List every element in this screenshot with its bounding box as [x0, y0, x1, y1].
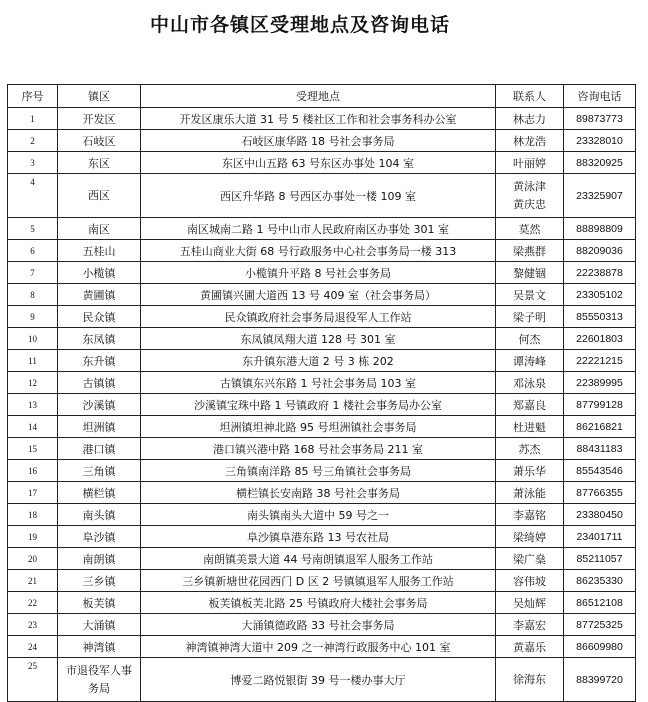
- cell-contact: 萧泳能: [496, 482, 564, 504]
- cell-no: 11: [8, 350, 58, 372]
- cell-phone: 88399720: [564, 658, 636, 702]
- table-row: [8, 218, 636, 240]
- cell-address: 石岐区康华路 18 号社会事务局: [141, 130, 496, 152]
- cell-address: 港口镇兴港中路 168 号社会事务局 211 室: [141, 438, 496, 460]
- cell-contact: 郑嘉良: [496, 394, 564, 416]
- cell-contact: 苏杰: [496, 438, 564, 460]
- cell-district: 阜沙镇: [58, 526, 141, 548]
- cell-phone: 85211057: [564, 548, 636, 570]
- cell-no: 20: [8, 548, 58, 570]
- table-row: [8, 350, 636, 372]
- cell-district: 坦洲镇: [58, 416, 141, 438]
- cell-address: 横栏镇长安南路 38 号社会事务局: [141, 482, 496, 504]
- table-header-row: [8, 85, 636, 108]
- table-row: [8, 130, 636, 152]
- table-row: [8, 328, 636, 350]
- cell-district: 民众镇: [58, 306, 141, 328]
- cell-address: 南朗镇美景大道 44 号南朗镇退军人服务工作站: [141, 548, 496, 570]
- cell-contact: 林志力: [496, 108, 564, 130]
- cell-phone: 22238878: [564, 262, 636, 284]
- cell-address: 民众镇政府社会事务局退役军人工作站: [141, 306, 496, 328]
- cell-phone: 86512108: [564, 592, 636, 614]
- contact-table: [7, 84, 636, 702]
- cell-district: 古镇镇: [58, 372, 141, 394]
- cell-address: 沙溪镇宝珠中路 1 号镇政府 1 楼社会事务局办公室: [141, 394, 496, 416]
- cell-no: 16: [8, 460, 58, 482]
- cell-no: 2: [8, 130, 58, 152]
- cell-address: 神湾镇神湾大道中 209 之一神湾行政服务中心 101 室: [141, 636, 496, 658]
- cell-district: 三乡镇: [58, 570, 141, 592]
- cell-contact: 黎健锢: [496, 262, 564, 284]
- cell-no: 17: [8, 482, 58, 504]
- table-row: [8, 306, 636, 328]
- cell-contact: 吴景文: [496, 284, 564, 306]
- cell-phone: 22221215: [564, 350, 636, 372]
- cell-district: 南朗镇: [58, 548, 141, 570]
- cell-district: 板芙镇: [58, 592, 141, 614]
- cell-contact: 李嘉铭: [496, 504, 564, 526]
- table-row: [8, 262, 636, 284]
- cell-no: 10: [8, 328, 58, 350]
- cell-district: 大涌镇: [58, 614, 141, 636]
- cell-no: 22: [8, 592, 58, 614]
- cell-phone: 23401711: [564, 526, 636, 548]
- cell-district: 西区: [58, 174, 141, 218]
- cell-contact: 叶丽婷: [496, 152, 564, 174]
- cell-no: 24: [8, 636, 58, 658]
- cell-district: 开发区: [58, 108, 141, 130]
- cell-no: 25: [8, 658, 58, 702]
- cell-contact: 谭涛峰: [496, 350, 564, 372]
- cell-phone: 88898809: [564, 218, 636, 240]
- cell-phone: 22389995: [564, 372, 636, 394]
- cell-phone: 23325907: [564, 174, 636, 218]
- cell-contact: 林龙浩: [496, 130, 564, 152]
- cell-no: 3: [8, 152, 58, 174]
- cell-no: 14: [8, 416, 58, 438]
- cell-address: 阜沙镇阜港东路 13 号农社局: [141, 526, 496, 548]
- cell-phone: 88209036: [564, 240, 636, 262]
- header-contact: 联系人: [496, 85, 564, 108]
- cell-district: 沙溪镇: [58, 394, 141, 416]
- cell-no: 8: [8, 284, 58, 306]
- table-row: [8, 174, 636, 218]
- table-row: [8, 438, 636, 460]
- cell-contact: 黄嘉乐: [496, 636, 564, 658]
- cell-district: 市退役军人事 务局: [58, 658, 141, 702]
- cell-no: 12: [8, 372, 58, 394]
- table-row: [8, 416, 636, 438]
- header-address: 受理地点: [141, 85, 496, 108]
- cell-no: 13: [8, 394, 58, 416]
- cell-contact: 梁子明: [496, 306, 564, 328]
- cell-address: 东升镇东港大道 2 号 3 栋 202: [141, 350, 496, 372]
- cell-no: 21: [8, 570, 58, 592]
- table-row: [8, 548, 636, 570]
- cell-address: 东凤镇凤翔大道 128 号 301 室: [141, 328, 496, 350]
- cell-phone: 86216821: [564, 416, 636, 438]
- cell-phone: 87725325: [564, 614, 636, 636]
- cell-district: 石岐区: [58, 130, 141, 152]
- table-row: [8, 284, 636, 306]
- cell-district: 黄圃镇: [58, 284, 141, 306]
- cell-no: 18: [8, 504, 58, 526]
- cell-address: 三乡镇新塘世花园西门 D 区 2 号镇镇退军人服务工作站: [141, 570, 496, 592]
- cell-district: 东区: [58, 152, 141, 174]
- cell-no: 7: [8, 262, 58, 284]
- cell-district: 五桂山: [58, 240, 141, 262]
- cell-phone: 86235330: [564, 570, 636, 592]
- cell-contact: 莫然: [496, 218, 564, 240]
- cell-district: 港口镇: [58, 438, 141, 460]
- cell-phone: 23328010: [564, 130, 636, 152]
- cell-district: 小榄镇: [58, 262, 141, 284]
- cell-no: 9: [8, 306, 58, 328]
- cell-address: 博爱二路悦银街 39 号一楼办事大厅: [141, 658, 496, 702]
- table-row: [8, 482, 636, 504]
- cell-district: 神湾镇: [58, 636, 141, 658]
- table-row: [8, 636, 636, 658]
- cell-contact: 萧乐华: [496, 460, 564, 482]
- table-row: [8, 152, 636, 174]
- table-row: [8, 504, 636, 526]
- cell-no: 6: [8, 240, 58, 262]
- cell-no: 19: [8, 526, 58, 548]
- cell-district: 横栏镇: [58, 482, 141, 504]
- cell-phone: 23305102: [564, 284, 636, 306]
- cell-address: 板芙镇板芙北路 25 号镇政府大楼社会事务局: [141, 592, 496, 614]
- table-row: [8, 526, 636, 548]
- cell-address: 古镇镇东兴东路 1 号社会事务局 103 室: [141, 372, 496, 394]
- cell-contact: 梁绮婷: [496, 526, 564, 548]
- cell-phone: 23380450: [564, 504, 636, 526]
- cell-district: 东凤镇: [58, 328, 141, 350]
- cell-district: 南区: [58, 218, 141, 240]
- cell-contact: 李嘉宏: [496, 614, 564, 636]
- cell-address: 东区中山五路 63 号东区办事处 104 室: [141, 152, 496, 174]
- cell-address: 开发区康乐大道 31 号 5 楼社区工作和社会事务科办公室: [141, 108, 496, 130]
- cell-phone: 88431183: [564, 438, 636, 460]
- cell-district: 南头镇: [58, 504, 141, 526]
- cell-no: 1: [8, 108, 58, 130]
- cell-address: 大涌镇德政路 33 号社会事务局: [141, 614, 496, 636]
- cell-contact: 黄泳津 黄庆忠: [496, 174, 564, 218]
- cell-no: 4: [8, 174, 58, 218]
- table-row: [8, 614, 636, 636]
- cell-address: 黄圃镇兴圃大道西 13 号 409 室（社会事务局）: [141, 284, 496, 306]
- cell-phone: 85543546: [564, 460, 636, 482]
- cell-contact: 容伟坡: [496, 570, 564, 592]
- table-row: [8, 460, 636, 482]
- cell-address: 南头镇南头大道中 59 号之一: [141, 504, 496, 526]
- table-body: [8, 108, 636, 702]
- cell-no: 15: [8, 438, 58, 460]
- table-row: [8, 240, 636, 262]
- table-row: [8, 372, 636, 394]
- table-row: [8, 108, 636, 130]
- cell-address: 南区城南二路 1 号中山市人民政府南区办事处 301 室: [141, 218, 496, 240]
- cell-phone: 87799128: [564, 394, 636, 416]
- cell-no: 23: [8, 614, 58, 636]
- cell-address: 三角镇南洋路 85 号三角镇社会事务局: [141, 460, 496, 482]
- cell-no: 5: [8, 218, 58, 240]
- cell-phone: 86609980: [564, 636, 636, 658]
- table-row: [8, 658, 636, 702]
- header-no: 序号: [8, 85, 58, 108]
- cell-address: 五桂山商业大街 68 号行政服务中心社会事务局一楼 313: [141, 240, 496, 262]
- cell-contact: 徐海东: [496, 658, 564, 702]
- table-row: [8, 592, 636, 614]
- cell-contact: 邓泳泉: [496, 372, 564, 394]
- cell-address: 小榄镇升平路 8 号社会事务局: [141, 262, 496, 284]
- cell-address: 坦洲镇坦神北路 95 号坦洲镇社会事务局: [141, 416, 496, 438]
- cell-district: 三角镇: [58, 460, 141, 482]
- cell-contact: 梁燕群: [496, 240, 564, 262]
- cell-phone: 85550313: [564, 306, 636, 328]
- header-district: 镇区: [58, 85, 141, 108]
- table-row: [8, 570, 636, 592]
- cell-phone: 89873773: [564, 108, 636, 130]
- cell-phone: 88320925: [564, 152, 636, 174]
- header-phone: 咨询电话: [564, 85, 636, 108]
- cell-district: 东升镇: [58, 350, 141, 372]
- table-row: [8, 394, 636, 416]
- cell-phone: 22601803: [564, 328, 636, 350]
- cell-address: 西区升华路 8 号西区办事处一楼 109 室: [141, 174, 496, 218]
- cell-contact: 梁广燊: [496, 548, 564, 570]
- cell-contact: 何杰: [496, 328, 564, 350]
- cell-phone: 87766355: [564, 482, 636, 504]
- page-title: 中山市各镇区受理地点及咨询电话: [149, 14, 450, 36]
- cell-contact: 杜进魁: [496, 416, 564, 438]
- cell-contact: 吴灿辉: [496, 592, 564, 614]
